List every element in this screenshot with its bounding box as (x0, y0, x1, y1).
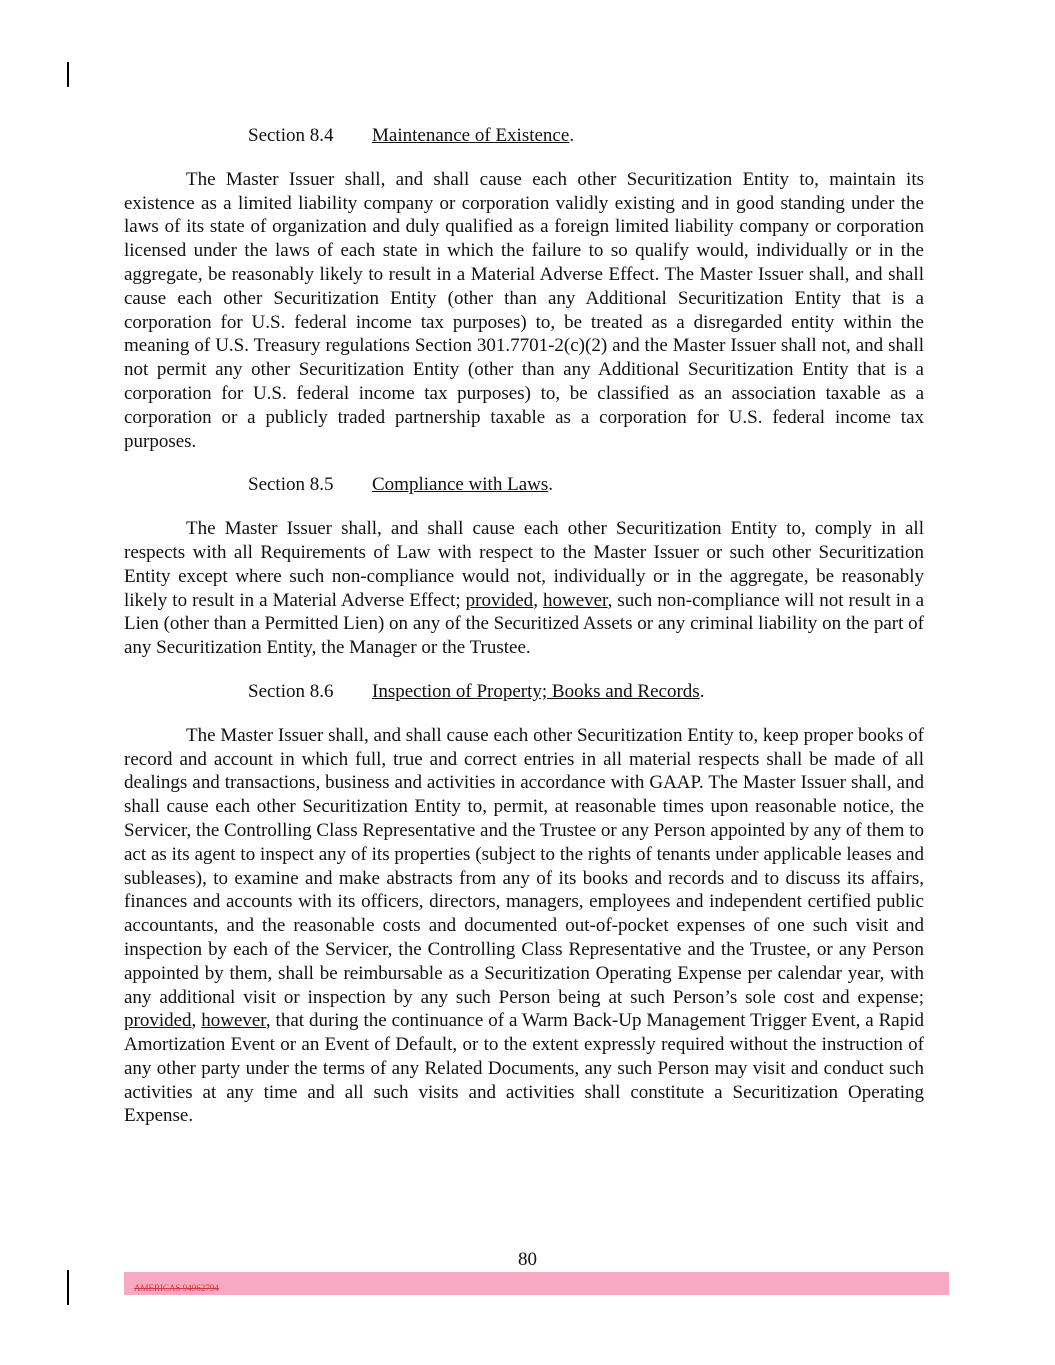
section-title: Inspection of Property; Books and Records (372, 680, 700, 702)
left-margin-change-bar-top (67, 62, 69, 87)
section-paragraph-8-5: The Master Issuer shall, and shall cause each other Securitization Entity to, comply in all respects with all Requirements of Law with respect to the Master Issuer or such other Securitization Entity except where such non-compliance would not, individually or in the aggregate, be reasonably likely to result in a Material Adverse Effect; provided, however, such non-compliance will not result in a Lien (other than a Permitted Lien) on any of the Securitized Assets or any criminal liability on the part of any Securitization Entity, the Manager or the Trustee. (124, 518, 925, 659)
section-paragraph-8-6: The Master Issuer shall, and shall cause each other Securitization Entity to, keep proper books of record and account in which full, true and correct entries in all material respects shall be made of all dealings and transactions, business and activities in accordance with GAAP. The Master Issuer shall, and shall cause each other Securitization Entity to, permit, at reasonable times upon reasonable notice, the Servicer, the Controlling Class Representative and the Trustee or any Person appointed by any of them to act as its agent to inspect any of its properties (subject to the rights of tenants under applicable leases and subleases), to examine and make abstracts from any of its books and records and to discuss its affairs, finances and accounts with its officers, directors, managers, employees and independent certified public accountants, and the reasonable costs and documented out-of-pocket expenses of one such visit and inspection by each of the Servicer, the Controlling Class Representative and the Trustee, or any Person appointed by them, shall be reimbursable as a Securitization Operating Expense per calendar year, with any additional visit or inspection by any such Person being at such Person’s sole cost and expense; provided, however, that during the continuance of a Warm Back-Up Management Trigger Event, a Rapid Amortization Event or an Event of Default, or to the extent expressly required without the instruction of any other party under the terms of any Related Documents, any such Person may visit and conduct such activities at any time and all such visits and activities shall constitute a Securitization Operating Expense. (124, 724, 925, 1127)
provided-term: provided (124, 1010, 192, 1032)
paragraph-text: such non-compliance will not result in a Lien (other than a Permitted Lien) on any of the Securitized Assets or any criminal liability on the part of any Securitization Entity, the Manager or the Trustee. (124, 589, 925, 659)
page-number: 80 (518, 1249, 537, 1270)
section-number: Section 8.4 (248, 125, 334, 146)
however-term: however (542, 589, 608, 611)
paragraph-text: The Master Issuer shall, and shall cause each other Securitization Entity to, keep proper books of record and account in which full, true and correct entries in all material respects shall be made of all dealings and transactions, business and activities in accordance with GAAP. The Master Issuer shall, and shall cause each other Securitization Entity to, permit, at reasonable times upon reasonable notice, the Servicer, the Controlling Class Representative and the Trustee or any Person appointed by any of them to act as its agent to inspect any of its properties (subject to the rights of tenants under applicable leases and subleases), to examine and make abstracts from any of its books and records and to discuss its affairs, finances and accounts with its officers, directors, managers, employees and independent certified public accountants, and the reasonable costs and documented out-of-pocket expenses of one such visit and inspection by each of the Servicer, the Controlling Class Representative and the Trustee, or any Person appointed by them, shall be reimbursable as a Securitization Operating Expense per calendar year, with any additional visit or inspection by any such Person being at such Person’s sole cost and expense; (124, 724, 924, 1008)
section-number: Section 8.6 (248, 680, 334, 702)
section-title: Compliance with Laws (372, 474, 549, 496)
paragraph-text: that during the continuance of a Warm Back-Up Management Trigger Event, a Rapid Amortization Event or an Event of Default, or to the extent expressly required without the instruction of any other party under the terms of any Related Documents, any such Person may visit and conduct such activities at any time and all such visits and activities shall constitute a Securitization Operating Expense. (124, 1010, 925, 1127)
paragraph-text: The Master Issuer shall, and shall cause each other Securitization Entity to, comply in all respects with all Requirements of Law with respect to the Master Issuer or such other Securitization Entity except where such non-compliance would not, individually or in the aggregate, be reasonably likely to result in a Material Adverse Effect; (124, 518, 924, 611)
left-margin-change-bar-bottom (67, 1270, 69, 1305)
provided-term: provided (465, 589, 534, 611)
however-term: however (201, 1010, 266, 1032)
section-heading-8-4: Section 8.4 Maintenance of Existence. (248, 125, 575, 146)
document-body (124, 124, 924, 1148)
section-paragraph-8-4: The Master Issuer shall, and shall cause each other Securitization Entity to, maintain its existence as a limited liability company or corporation validly existing and in good standing under the laws of its state of organization and duly qualified as a foreign limited liability company or corporation licensed under the laws of each state in which the failure to so qualify would, individually or in the aggregate, be reasonably likely to result in a Material Adverse Effect. The Master Issuer shall, and shall cause each other Securitization Entity (other than any Additional Securitization Entity that is a corporation for U.S. federal income tax purposes) to, be treated as a disregarded entity within the meaning of U.S. Treasury regulations Section 301.7701-2(c)(2) and the Master Issuer shall not, and shall not permit any other Securitization Entity (other than any Additional Securitization Entity that is a corporation for U.S. federal income tax purposes) to, be classified as an association taxable as a corporation or a publicly traded partnership taxable as a corporation for U.S. federal income tax purposes. (124, 168, 924, 452)
section-title: Maintenance of Existence (372, 125, 570, 146)
section-heading-8-6: Section 8.6 Inspection of Property; Books and Records. (248, 680, 705, 702)
section-number: Section 8.5 (248, 474, 334, 496)
section-heading-8-5: Section 8.5 Compliance with Laws. (248, 474, 553, 496)
document-id: AMERICAS 94962794 (134, 1283, 219, 1293)
footer-highlight-band (124, 1272, 949, 1295)
